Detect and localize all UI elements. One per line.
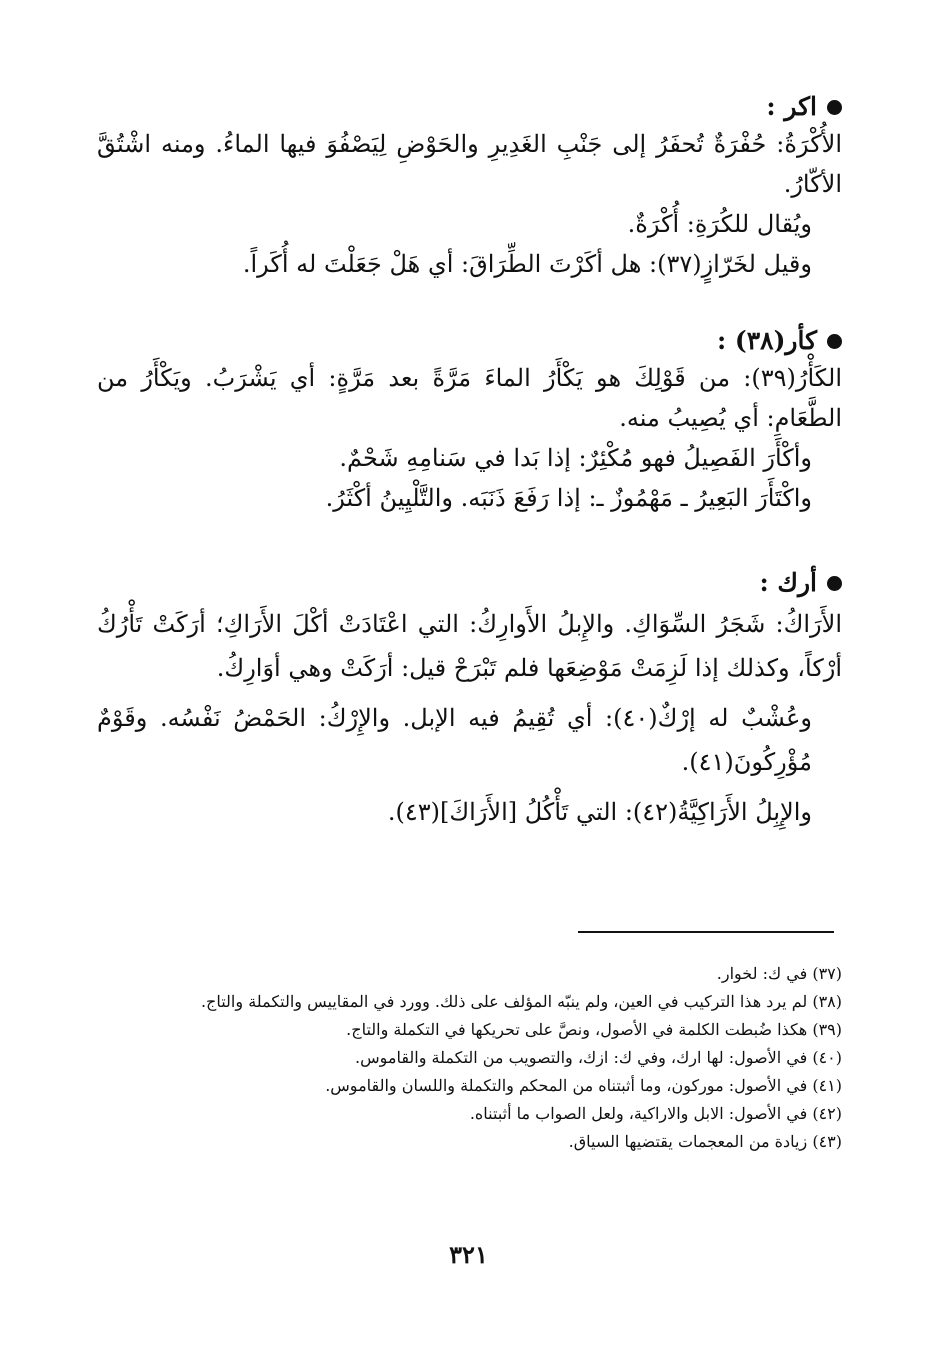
entry-heading-text: أرك : <box>759 568 817 597</box>
entry-paragraph: واكْتَأَرَ البَعِيرُ ـ مَهْمُوزٌ ـ: إذا رَفَعَ ذَنَبَه. والتَّلْيِينُ أكْثَرُ. <box>325 484 812 512</box>
footnote: (٤٢) في الأصول: الابل والاراكية، ولعل الصواب ما أثبتناه. <box>469 1104 842 1123</box>
entry-heading <box>97 568 842 598</box>
footnote: (٤٣) زيادة من المعجمات يقتضيها السياق. <box>568 1132 842 1151</box>
bullet-icon <box>827 576 842 591</box>
page-number: ٣٢١ <box>449 1240 488 1269</box>
footnote: (٤١) في الأصول: موركون، وما أثبتناه من المحكم والتكملة واللسان والقاموس. <box>325 1076 842 1095</box>
entry-ark <box>97 568 842 832</box>
entry-paragraph: الكَأْرُ(٣٩): من قَوْلِكَ هو يَكْأَرُ الماءَ مَرَّةً بعد مَرَّةٍ: أي يَشْرَبُ. ويَكْأَرُ من الطَّعَامِ: أي يُصِيبُ منه. <box>97 364 842 432</box>
footnote-divider <box>578 931 834 933</box>
entry-paragraph: وقيل لخَرّازٍ(٣٧): هل أكَرْتَ الطِّرَاقَ: أي هَلْ جَعَلْتَ له أُكَراً. <box>242 250 812 278</box>
bullet-icon <box>827 100 842 115</box>
entry-heading-text: اكر : <box>766 92 817 121</box>
entry-heading <box>97 92 842 122</box>
entry-paragraph: وعُشْبٌ له إرْكٌ(٤٠): أي تُقِيمُ فيه الإبل. والإِرْكُ: الحَمْضُ نَفْسُه. وقَوْمٌ مُؤْرِكُونَ(٤١). <box>97 704 813 776</box>
entry-heading <box>97 326 842 356</box>
entry-kaar <box>97 326 842 518</box>
entry-paragraph: الأَرَاكُ: شَجَرُ السِّوَاكِ. والإِبلُ الأَوارِكُ: التي اعْتَادَتْ أكْلَ الأَرَاكِ؛ أرَكَتْ تَأْرُكُ أرْكاً، وكذلك إذا لَزِمَتْ مَوْضِعَها فلم تَبْرَحْ قيل: أرَكَتْ وهي أوَارِكُ. <box>97 610 842 682</box>
footnotes <box>97 960 842 1156</box>
footnote: (٣٩) هكذا ضُبطت الكلمة في الأصول، ونصَّ على تحريكها في التكملة والتاج. <box>346 1020 842 1039</box>
entry-paragraph: وأكْأَرَ الفَصِيلُ فهو مُكْئِرٌ: إذا بَدا في سَنامِهِ شَحْمٌ. <box>339 444 812 472</box>
entry-paragraph: والإِبِلُ الأَرَاكِيَّةُ(٤٢): التي تَأْكُلُ [الأَرَاكَ](٤٣). <box>387 798 812 826</box>
footnote: (٣٨) لم يرد هذا التركيب في العين، ولم ينبّه المؤلف على ذلك. وورد في المقاييس والتكملة والتاج. <box>200 992 842 1011</box>
entry-paragraph: ويُقال للكُرَةِ: أُكْرَةٌ. <box>627 210 812 238</box>
entry-akr <box>97 92 842 284</box>
entry-paragraph: الأُكْرَةُ: حُفْرَةٌ تُحفَرُ إلى جَنْبِ الغَدِيرِ والحَوْضِ لِيَصْفُوَ فيها الماءُ. ومنه اشْتُقَّ الأكّارُ. <box>97 130 842 198</box>
footnote: (٤٠) في الأصول: لها ارك، وفي ك: ازك، والتصويب من التكملة والقاموس. <box>354 1048 842 1067</box>
entry-heading-text: كأر(٣٨) : <box>716 326 817 355</box>
bullet-icon <box>827 334 842 349</box>
footnote: (٣٧) في ك: لخوار. <box>716 964 842 983</box>
